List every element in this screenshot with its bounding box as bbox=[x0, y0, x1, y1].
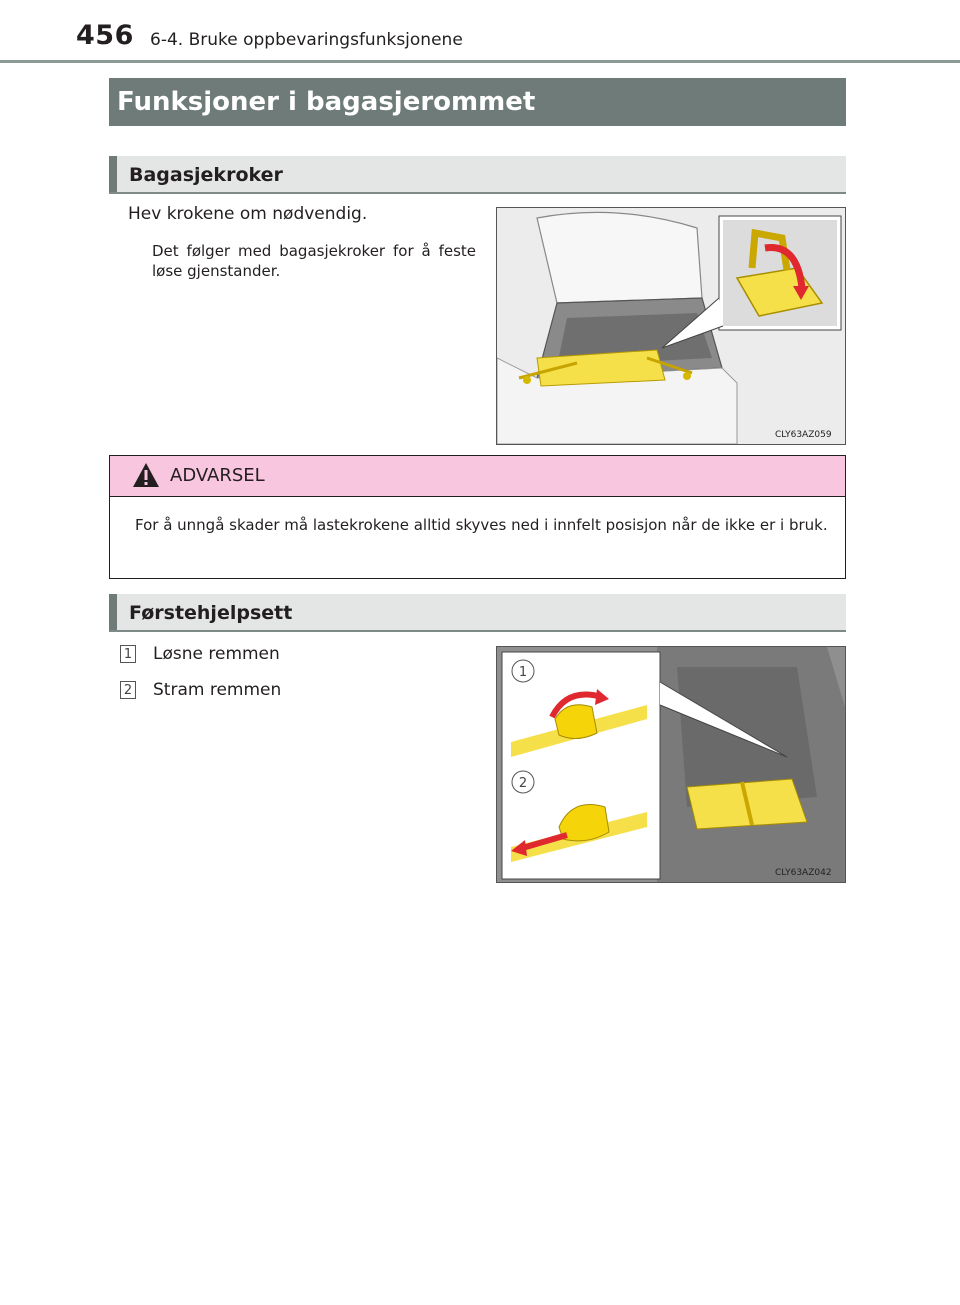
step-2-number: 2 bbox=[120, 681, 136, 699]
luggage-hooks-description: Det følger med bagasjekroker for å feste løse gjenstander. bbox=[152, 242, 476, 280]
step-2-text: Stram remmen bbox=[153, 680, 282, 700]
warning-triangle-icon bbox=[132, 462, 160, 488]
luggage-hooks-rule bbox=[109, 192, 846, 194]
callout-2: 2 bbox=[518, 776, 528, 791]
section-title: 6-4. Bruke oppbevaringsfunksjonene bbox=[150, 30, 463, 50]
luggage-hooks-figure-code: CLY63AZ059 bbox=[775, 430, 832, 440]
page-number: 456 bbox=[76, 20, 134, 51]
header-rule bbox=[0, 60, 960, 63]
first-aid-figure-code: CLY63AZ042 bbox=[775, 868, 832, 878]
first-aid-heading: Førstehjelpsett bbox=[109, 594, 846, 632]
first-aid-figure bbox=[496, 646, 846, 883]
luggage-hooks-heading: Bagasjekroker bbox=[109, 156, 846, 194]
callout-1: 1 bbox=[518, 665, 528, 680]
step-1-number: 1 bbox=[120, 645, 136, 663]
warning-text: For å unngå skader må lastekrokene alltid skyves ned i innfelt posisjon når de ikke er i bruk. bbox=[135, 516, 828, 534]
trunk-illustration bbox=[497, 208, 845, 444]
warning-header bbox=[110, 456, 845, 497]
main-heading: Funksjoner i bagasjerommet bbox=[109, 78, 846, 126]
warning-box bbox=[109, 455, 846, 579]
luggage-hooks-instruction: Hev krokene om nødvendig. bbox=[128, 204, 368, 224]
luggage-hooks-figure bbox=[496, 207, 846, 445]
warning-label: ADVARSEL bbox=[170, 465, 265, 486]
strap-illustration bbox=[497, 647, 845, 882]
step-1-text: Løsne remmen bbox=[153, 644, 280, 664]
first-aid-rule bbox=[109, 630, 846, 632]
